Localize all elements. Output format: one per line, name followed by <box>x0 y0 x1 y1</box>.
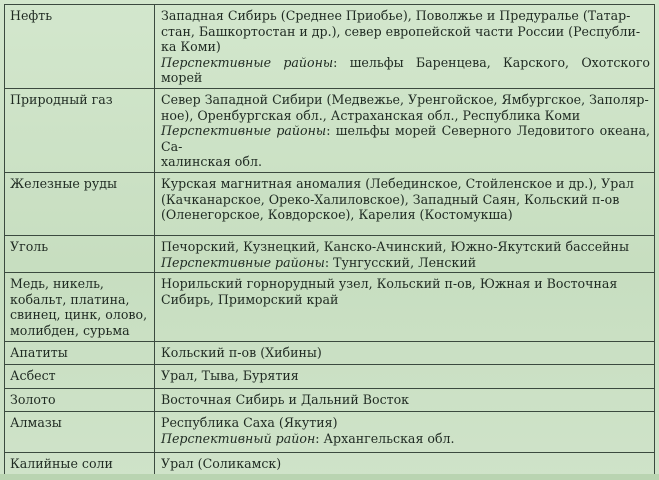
perspective-label: Перспективные районы <box>161 123 327 139</box>
deposit-locations: Западная Сибирь (Среднее Приобье), Поволжье и Предуралье (Татар- <box>161 8 631 23</box>
perspective-value: шельфы Баренцева, Карского, Охотского морей <box>161 54 651 86</box>
deposit-locations: Север Западной Сибири (Медвежье, Уренгойское, Ямбургское, Заполяр- <box>161 91 649 107</box>
perspective-label: Перспективный район <box>161 430 316 446</box>
deposits-cell <box>155 389 655 412</box>
table-row <box>5 235 655 272</box>
resource-name-cell <box>5 389 155 412</box>
resource-name: Железные руды <box>10 175 118 191</box>
perspective-line <box>161 431 650 447</box>
deposits-cell <box>155 172 655 235</box>
deposit-locations: Норильский горнорудный узел, Кольский п-ов, Южная и Восточная <box>161 276 618 292</box>
table-row <box>5 389 655 412</box>
perspective-colon: : <box>333 54 350 70</box>
deposit-locations: Курская магнитная аномалия (Лебединское, Стойленское и др.), Урал <box>161 175 634 191</box>
resource-name-cell <box>5 88 155 172</box>
deposits-cell <box>155 412 655 453</box>
deposit-locations: Печорский, Кузнецкий, Канско-Ачинский, Южно-Якутский бассейны <box>161 238 629 254</box>
resource-name: Нефть <box>10 8 53 23</box>
table-row <box>5 365 655 389</box>
deposits-cell <box>155 365 655 389</box>
deposits-cell <box>155 235 655 272</box>
resources-table <box>4 4 655 478</box>
table-row <box>5 5 655 89</box>
perspective-line <box>161 255 650 271</box>
deposit-locations: Республика Саха (Якутия) <box>161 415 338 431</box>
table-row <box>5 412 655 453</box>
perspective-colon: : <box>324 254 334 270</box>
resource-name-cell <box>5 235 155 272</box>
deposits-cell <box>155 342 655 365</box>
deposits-cell <box>155 273 655 342</box>
table-row <box>5 273 655 342</box>
table-row <box>5 342 655 365</box>
deposit-locations: Сибирь, Приморский край <box>161 291 339 307</box>
deposit-locations: стан, Башкортостан и др.), север европейской части России (Республи- <box>161 23 641 39</box>
perspective-label: Перспективные районы <box>161 54 334 70</box>
resource-name-cell <box>5 273 155 342</box>
perspective-label: Перспективные районы <box>161 254 325 270</box>
perspective-value-continued: халинская обл. <box>161 154 262 170</box>
deposit-locations: ка Коми) <box>161 39 221 55</box>
resource-name: Уголь <box>10 238 49 254</box>
resource-name: кобальт, платина, <box>10 291 130 307</box>
resource-name: Природный газ <box>10 91 113 107</box>
resource-name: Золото <box>10 392 56 408</box>
resource-name: Медь, никель, <box>10 276 104 292</box>
perspective-line <box>161 55 650 86</box>
resource-name-cell <box>5 342 155 365</box>
resource-name-cell <box>5 5 155 89</box>
deposit-locations: Урал, Тыва, Бурятия <box>161 368 299 384</box>
table-row <box>5 172 655 235</box>
perspective-value: Архангельская обл. <box>323 430 455 446</box>
deposit-locations: Урал (Соликамск) <box>161 456 282 472</box>
perspective-colon: : <box>326 123 336 139</box>
deposit-locations: (Оленегорское, Ковдорское), Карелия (Костомукша) <box>161 207 513 223</box>
resource-name-cell <box>5 412 155 453</box>
deposits-cell <box>155 5 655 89</box>
deposit-locations: Восточная Сибирь и Дальний Восток <box>161 392 410 408</box>
perspective-value: шельфы морей Северного Ледовитого океана, Са- <box>161 123 651 154</box>
resource-name: Алмазы <box>10 415 62 431</box>
table-row <box>5 88 655 172</box>
resources-table-body <box>5 5 655 478</box>
resource-name: Апатиты <box>10 345 68 361</box>
resource-name: молибден, сурьма <box>10 322 130 338</box>
resource-name: Калийные соли <box>10 456 113 472</box>
perspective-colon: : <box>315 430 324 446</box>
resource-name: Асбест <box>10 368 56 384</box>
perspective-value: Тунгусский, Ленский <box>333 254 477 270</box>
deposit-locations: (Качканарское, Ореко-Халиловское), Западный Саян, Кольский п-ов <box>161 191 620 207</box>
deposits-cell <box>155 88 655 172</box>
page-bottom-strip <box>0 474 659 480</box>
deposit-locations: Кольский п-ов (Хибины) <box>161 345 322 361</box>
resource-name-cell <box>5 365 155 389</box>
deposit-locations: ное), Оренбургская обл., Астраханская обл., Республика Коми <box>161 107 581 123</box>
resource-name-cell <box>5 172 155 235</box>
perspective-line <box>161 123 650 154</box>
resource-name: свинец, цинк, олово, <box>10 307 148 323</box>
